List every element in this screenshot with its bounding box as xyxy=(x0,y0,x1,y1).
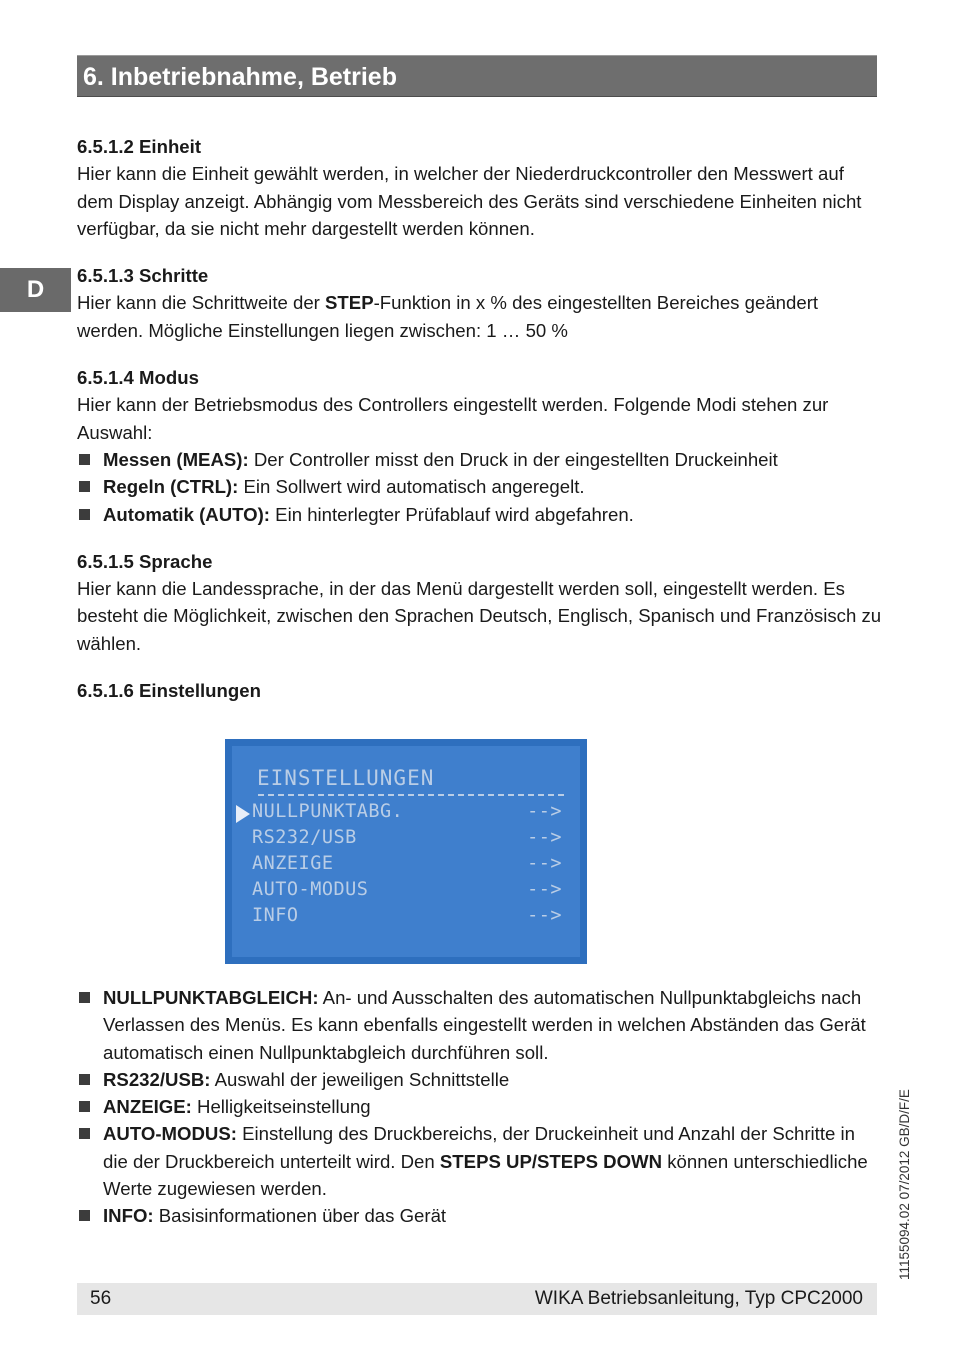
language-tab: D xyxy=(0,268,71,312)
bullet-square-icon xyxy=(79,454,90,465)
list-term: Automatik (AUTO): xyxy=(103,503,270,525)
list-term: Regeln (CTRL): xyxy=(103,476,239,498)
list-item xyxy=(77,446,882,473)
list-desc: Helligkeitseinstellung xyxy=(191,1096,371,1118)
section-heading: 6.5.1.6 Einstellungen xyxy=(77,680,261,702)
bullet-square-icon xyxy=(79,1074,90,1085)
chapter-header-bar xyxy=(77,55,877,97)
selection-cursor-icon xyxy=(236,805,250,823)
settings-list xyxy=(77,984,882,1230)
section-heading: 6.5.1.4 Modus xyxy=(77,367,199,389)
section-einstellungen xyxy=(77,677,882,704)
display-row-label: AUTO-MODUS xyxy=(252,879,369,900)
list-item xyxy=(77,1066,882,1093)
list-desc: An- und Ausschalten des automatischen Nullpunktabgleichs nach Verlassen des Menüs. Es kann ebenfalls eingestellt werden in welchen Abständen das Gerät automatisch einen Nullpunktabgleich durchführen soll. xyxy=(103,987,866,1063)
list-term: Messen (MEAS): xyxy=(103,448,249,470)
section-sprache xyxy=(77,548,882,657)
display-screen xyxy=(232,746,580,957)
list-desc: Ein Sollwert wird automatisch angeregelt. xyxy=(238,476,585,498)
display-row-arrow: --> xyxy=(527,853,562,874)
settings-description xyxy=(77,984,882,1230)
bullet-square-icon xyxy=(79,1210,90,1221)
step-keyword: STEP xyxy=(325,292,374,314)
page-number: 56 xyxy=(90,1288,112,1309)
list-desc: Auswahl der jeweiligen Schnittstelle xyxy=(210,1068,510,1090)
display-separator xyxy=(258,794,564,796)
list-term: ANZEIGE: xyxy=(103,1096,192,1118)
section-text xyxy=(77,289,882,344)
device-display-screenshot xyxy=(225,739,587,964)
display-row-arrow: --> xyxy=(527,801,562,822)
list-item xyxy=(77,984,882,1066)
section-text: Hier kann die Einheit gewählt werden, in welcher der Niederdruckcontroller den Messwert auf dem Display anzeigt. Abhängig vom Messbereich des Geräts sind verschiedene Einheiten nicht verfügbar, da sie nicht mehr dargestellt werden können. xyxy=(77,163,862,239)
display-row-arrow: --> xyxy=(527,905,562,926)
display-row-label: NULLPUNKTABG. xyxy=(252,801,404,822)
bullet-square-icon xyxy=(79,992,90,1003)
list-term: AUTO-MODUS: xyxy=(103,1123,237,1145)
display-row-label: INFO xyxy=(252,905,299,926)
list-term: STEPS UP/STEPS DOWN xyxy=(439,1150,663,1172)
section-modus xyxy=(77,364,882,528)
bullet-square-icon xyxy=(79,1128,90,1139)
mode-list xyxy=(77,446,882,528)
list-desc: Einstellung des Druckbereichs, der Druckeinheit und Anzahl der Schritte in die der Druckbereich unterteilt wird. Den xyxy=(103,1123,855,1172)
section-heading: 6.5.1.5 Sprache xyxy=(77,550,213,572)
section-heading: 6.5.1.3 Schritte xyxy=(77,265,209,287)
list-item xyxy=(77,501,882,528)
bullet-square-icon xyxy=(79,509,90,520)
list-item xyxy=(77,473,882,500)
display-row-arrow: --> xyxy=(527,827,562,848)
list-desc: Der Controller misst den Druck in der eingestellten Druckeinheit xyxy=(248,448,778,470)
list-desc: Ein hinterlegter Prüfablauf wird abgefahren. xyxy=(270,503,634,525)
chapter-title: 6. Inbetriebnahme, Betrieb xyxy=(83,63,397,91)
display-title: EINSTELLUNGEN xyxy=(257,766,435,790)
list-desc: Basisinformationen über das Gerät xyxy=(153,1205,447,1227)
main-content xyxy=(77,133,882,724)
list-item xyxy=(77,1202,882,1229)
section-text: Hier kann der Betriebsmodus des Controllers eingestellt werden. Folgende Modi stehen zur Auswahl: xyxy=(77,394,829,443)
list-term: NULLPUNKTABGLEICH: xyxy=(103,987,319,1008)
section-text: Hier kann die Landessprache, in der das Menü dargestellt werden soll, eingestellt werden. Es besteht die Möglichkeit, zwischen den Sprachen Deutsch, Englisch, Spanisch und Französisch zu wählen. xyxy=(77,578,882,654)
text-part: Hier kann die Schrittweite der xyxy=(77,292,326,314)
page-footer xyxy=(77,1283,877,1315)
footer-text: WIKA Betriebsanleitung, Typ CPC2000 xyxy=(534,1288,863,1309)
section-heading: 6.5.1.2 Einheit xyxy=(77,136,202,157)
document-code: 11155094.02 07/2012 GB/D/F/E xyxy=(897,1089,912,1280)
display-row-label: ANZEIGE xyxy=(252,853,334,874)
section-einheit xyxy=(77,133,882,242)
list-desc: können unterschiedliche Werte zugewiesen werden. xyxy=(103,1150,868,1200)
text-part: -Funktion in x % des eingestellten Bereiches geändert werden. Mögliche Einstellungen liegen zwischen: 1 … 50 % xyxy=(77,292,819,341)
list-item xyxy=(77,1093,882,1120)
list-term: INFO: xyxy=(103,1205,154,1227)
bullet-square-icon xyxy=(79,1101,90,1112)
list-item xyxy=(77,1120,882,1202)
section-schritte xyxy=(77,262,882,344)
display-row-label: RS232/USB xyxy=(252,827,357,848)
list-term: RS232/USB: xyxy=(103,1068,211,1090)
bullet-square-icon xyxy=(79,481,90,492)
display-row-arrow: --> xyxy=(527,879,562,900)
